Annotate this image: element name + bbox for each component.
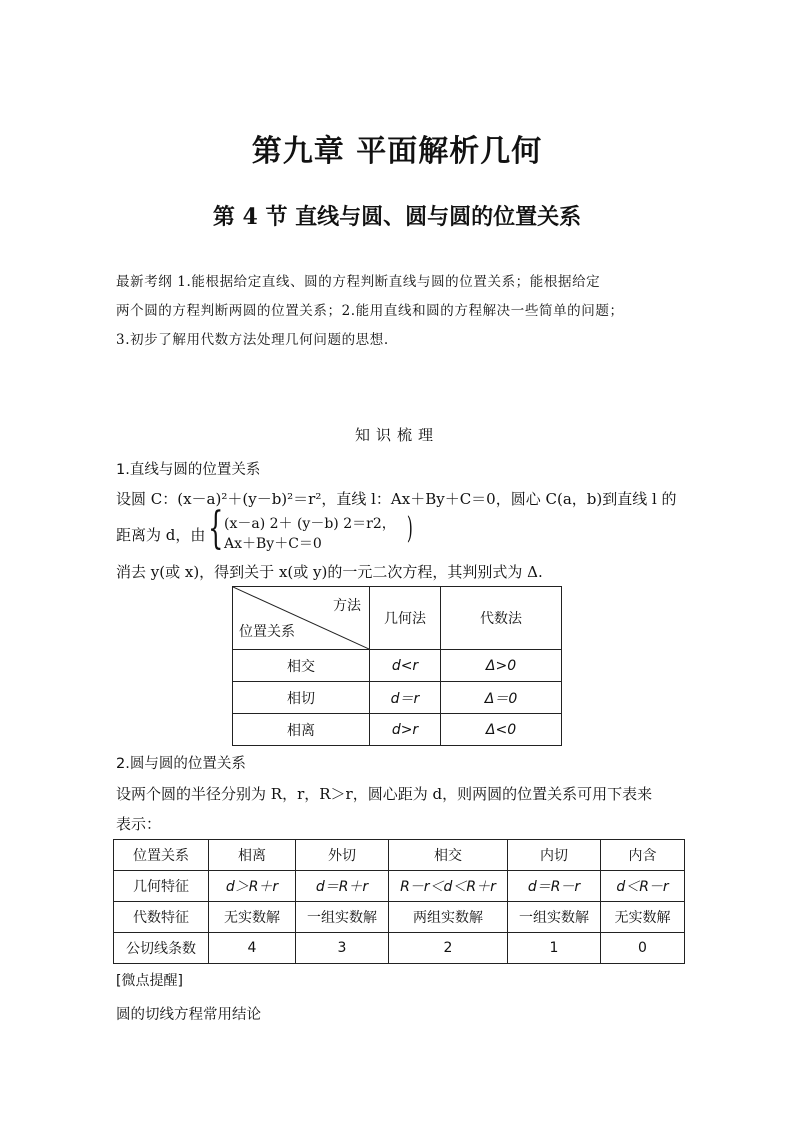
section-title: 第 4 节 直线与圆、圆与圆的位置关系 (212, 204, 582, 230)
table-cell: 几何特征 (114, 871, 209, 902)
table-cell: d＞R＋r (209, 871, 296, 902)
syllabus-line: 两个圆的方程判断两圆的位置关系；2.能用直线和圆的方程解决一些简单的问题； (116, 303, 624, 319)
syllabus-line: 最新考纲 1.能根据给定直线、圆的方程判断直线与圆的位置关系；能根据给定 (116, 274, 601, 290)
table-cell: 无实数解 (209, 902, 296, 933)
table-row (114, 902, 685, 933)
table-cell: 内含 (601, 840, 685, 871)
table-cell: d＝R＋r (296, 871, 389, 902)
table-row (233, 714, 562, 746)
table-cell: d＝r (370, 682, 441, 714)
system-equation-1: (x－a) 2＋ (y－b) 2＝r2， (224, 516, 396, 532)
syllabus-line: 3.初步了解用代数方法处理几何问题的思想. (116, 332, 389, 348)
table-cell: 位置关系 (114, 840, 209, 871)
table-cell: Δ＝0 (441, 682, 562, 714)
part1-line1: 设圆 C：(x－a)²＋(y－b)²＝r²，直线 l：Ax＋By＋C＝0，圆心 C(a，b)到直线 l 的 (116, 490, 677, 508)
table-cell: 一组实数解 (508, 902, 601, 933)
circle-circle-table (113, 839, 685, 964)
table-cell: d>r (370, 714, 441, 746)
paren-symbol: ) (406, 511, 413, 546)
table-cell: 无实数解 (601, 902, 685, 933)
part2-title: 2.圆与圆的位置关系 (116, 756, 246, 772)
table-row (233, 587, 562, 650)
table-cell: 外切 (296, 840, 389, 871)
table-cell: 内切 (508, 840, 601, 871)
table-cell: Δ>0 (441, 650, 562, 682)
table-cell: 相离 (233, 714, 370, 746)
table-header: 几何法 (370, 587, 441, 650)
table-cell: 公切线条数 (114, 933, 209, 964)
table-cell: d<r (370, 650, 441, 682)
table-cell: 1 (508, 933, 601, 964)
table-cell: 3 (296, 933, 389, 964)
part2-line2: 表示： (116, 815, 162, 833)
knowledge-heading: 知识梳理 (354, 426, 439, 444)
table-cell: 相交 (233, 650, 370, 682)
system-equation-2: Ax＋By＋C＝0 (224, 536, 322, 552)
table-cell: 0 (601, 933, 685, 964)
diagonal-header-cell (233, 587, 370, 650)
table-row (114, 933, 685, 964)
line-circle-table (232, 586, 562, 746)
table-cell: 4 (209, 933, 296, 964)
syllabus-paragraph (116, 268, 682, 355)
table-cell: 相离 (209, 840, 296, 871)
table-cell: 2 (389, 933, 508, 964)
table-cell: Δ<0 (441, 714, 562, 746)
table-cell: 一组实数解 (296, 902, 389, 933)
table-cell: 代数特征 (114, 902, 209, 933)
table-row (114, 840, 685, 871)
tip-label: [微点提醒] (116, 973, 183, 989)
corner-top-label: 方法 (333, 598, 361, 614)
part1-line3: 消去 y(或 x)，得到关于 x(或 y)的一元二次方程，其判别式为 Δ. (116, 563, 543, 581)
equation-system (208, 503, 418, 555)
brace-symbol: { (208, 503, 224, 554)
corner-bottom-label: 位置关系 (239, 624, 295, 640)
table-cell: d＜R－r (601, 871, 685, 902)
table-cell: 相交 (389, 840, 508, 871)
table-cell: 两组实数解 (389, 902, 508, 933)
table-cell: R－r＜d＜R＋r (389, 871, 508, 902)
tip-text: 圆的切线方程常用结论 (116, 1007, 261, 1023)
table-row (233, 682, 562, 714)
part2-line1: 设两个圆的半径分别为 R，r，R＞r，圆心距为 d，则两圆的位置关系可用下表来 (116, 785, 653, 803)
table-row (233, 650, 562, 682)
table-header: 代数法 (441, 587, 562, 650)
chapter-title: 第九章 平面解析几何 (251, 134, 543, 169)
part1-line2-prefix: 距离为 d，由 (116, 526, 206, 544)
part1-title: 1.直线与圆的位置关系 (116, 462, 261, 478)
table-row (114, 871, 685, 902)
table-cell: 相切 (233, 682, 370, 714)
table-cell: d＝R－r (508, 871, 601, 902)
